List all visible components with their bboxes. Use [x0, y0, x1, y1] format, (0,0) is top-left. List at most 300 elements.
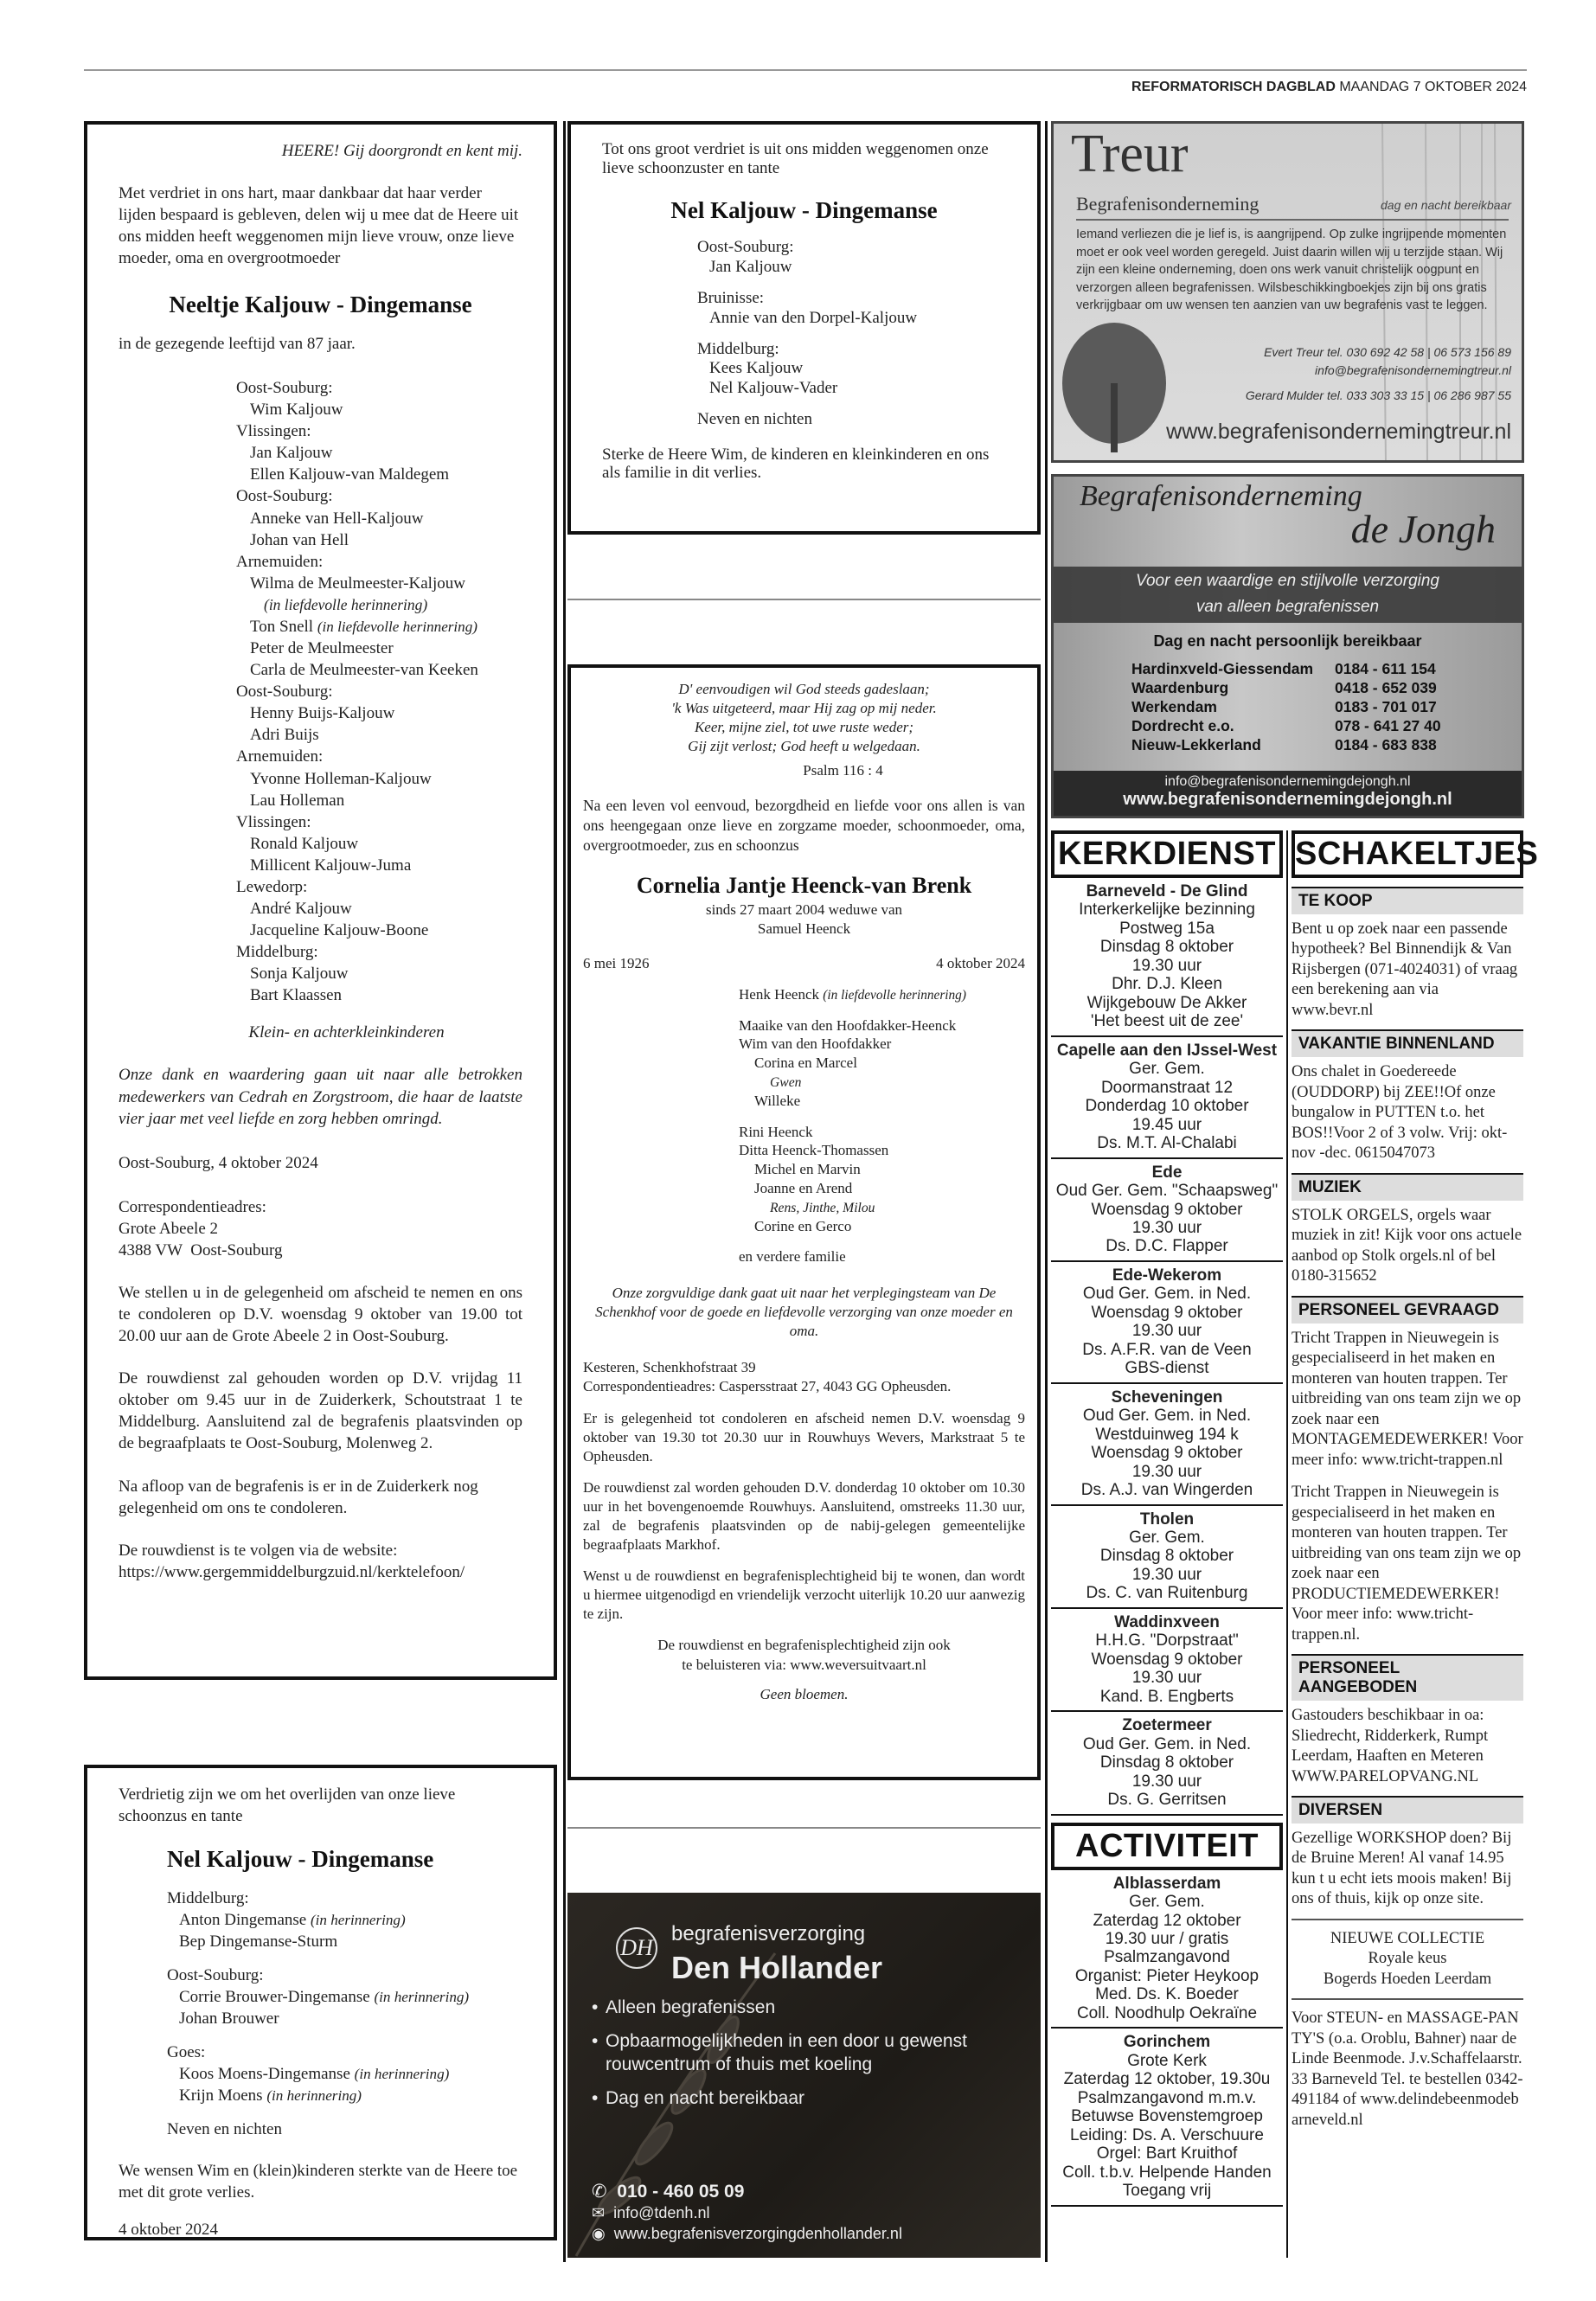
family-line [236, 594, 522, 616]
family-line [236, 855, 522, 876]
family-member: Jan Kaljouw [250, 444, 333, 463]
ad-treur [1051, 121, 1524, 463]
kerkdienst-entry [1051, 1262, 1283, 1384]
family-member: (in liefdevolle herinnering) [264, 595, 428, 613]
condole-text: Er is gelegenheid tot condoleren en afscheid nemen D.V. woensdag 9 oktober van 19.30 tot 20.30 uur in Rouwhuys Wevers, Markstraat 5 te Opheusden. [583, 1409, 1025, 1465]
entry-line: Ds. C. van Ruitenburg [1086, 1584, 1248, 1603]
family-line [697, 328, 1006, 340]
family-line [739, 1004, 1025, 1016]
family-line [236, 485, 522, 507]
family-member: Kees Kaljouw [709, 359, 804, 378]
family-line [236, 920, 522, 941]
family-member: Carla de Meulmeester-van Keeken [250, 661, 478, 680]
family-member: Oost-Souburg: [236, 487, 333, 506]
family-member: Lau Holleman [250, 791, 345, 810]
email[interactable]: info@begrafenisondernemingdejongh.nl [1164, 774, 1411, 789]
entry-line: Ger. Gem. [1129, 1060, 1205, 1079]
death-notice-neeltje [84, 121, 557, 1680]
schakeltjes-title: SCHAKELTJES [1292, 830, 1523, 878]
correspondence: Correspondentieadres: Caspersstraat 27, 4043 GG Opheusden. [583, 1378, 952, 1395]
deceased-name: Nel Kaljouw - Dingemanse [670, 196, 938, 223]
ad-den-hollander [567, 1893, 1041, 2258]
phone[interactable]: 0184 - 611 154 [1335, 660, 1436, 677]
service-text: Dag en nacht bereikbaar [606, 2087, 804, 2108]
location: Nieuw-Lekkerland [1131, 735, 1261, 753]
family-line [697, 238, 1006, 257]
entry-line: Oud Ger. Gem. in Ned. [1082, 1407, 1252, 1426]
family-member: Neven en nichten [697, 410, 812, 429]
family-line [167, 1965, 522, 1986]
family-line [236, 811, 522, 833]
service-item [592, 1997, 1007, 2020]
family-line [739, 1035, 1025, 1054]
family-list [602, 238, 1006, 429]
kerkdienst-list [1051, 878, 1283, 1816]
family-member: Wilma de Meulmeester-Kaljouw [250, 574, 465, 593]
correspondence [119, 1196, 522, 1261]
grandchildren: Klein- en achterkleinkinderen [248, 1023, 445, 1042]
kerkdienst-entry [1051, 1609, 1283, 1712]
family-member: Nel Kaljouw-Vader [709, 378, 838, 397]
ad-subtitle: Begrafenisonderneming [1076, 193, 1259, 215]
rule [1076, 219, 1509, 221]
entry-line: Oud Ger. Gem. in Ned. [1082, 1734, 1252, 1753]
top-rule [84, 69, 1527, 71]
place-date: Oost-Souburg, 4 oktober 2024 [119, 1153, 318, 1172]
category-header: DIVERSEN [1292, 1796, 1523, 1823]
services-list [592, 1997, 1007, 2121]
entry-line: Ds. D.C. Flapper [1106, 1237, 1228, 1256]
family-line [697, 379, 1006, 398]
entry-line: 19.30 uur [1131, 1462, 1202, 1481]
family-line [697, 410, 1006, 429]
family-member: Bep Dingemanse-Sturm [179, 1932, 338, 1951]
phone-table [1131, 660, 1477, 754]
family-member: Rens, Jinthe, Milou [770, 1200, 875, 1215]
hoeden-line: Bogerds Hoeden Leerdam [1323, 1970, 1492, 1988]
ad-body: Iemand verliezen die je lief is, is aangrijpend. Op zulke ingrijpende momenten moet er ook veel worden geregeld. Juist daarin willen wij u terzijde staan. Wij zijn een kleine onderneming, doen ons werk vanuit christelijk oogpunt en verzorgen alleen begrafenissen. Wilsbeschikkingboekjes zijn bij ons gratis verkrijgbaar om uw wensen ten aanzien van uw begrafenis vast te leggen. [1076, 228, 1507, 313]
entry-line: Leiding: Ds. A. Verschuure [1070, 2125, 1264, 2144]
family-member: en verdere familie [739, 1248, 846, 1266]
entry-line: Doormanstraat 12 [1100, 1078, 1234, 1097]
poem-line: Gij zijt verlost; God heeft u welgedaan. [688, 738, 920, 755]
ad-title: Treur [1071, 125, 1189, 183]
family-member: Jacqueline Kaljouw-Boone [250, 921, 429, 940]
death-notice-nel-schoonzuster [567, 121, 1041, 535]
classified-ad: Tricht Trappen in Nieuwegein is gespecialiseerd in het maken en monteren van houten trappen. Ter uitbreiding van ons team zijn we op zoek naar een PRODUCTIEMEDEWERKER! Voor meer info: www.tricht-trappen.nl. [1292, 1484, 1522, 1644]
family-line [236, 963, 522, 984]
entry-line: Ger. Gem. [1129, 1529, 1205, 1547]
died-date: 4 oktober 2024 [936, 954, 1025, 971]
entry-line: Ds. A.F.R. van de Veen [1082, 1340, 1252, 1359]
entry-line: 19.30 uur [1131, 1772, 1202, 1791]
death-notice-cornelia [567, 664, 1041, 1780]
category-header: PERSONEEL GEVRAAGD [1292, 1296, 1523, 1324]
family-list [119, 1888, 522, 2141]
dh-logo: DH [616, 1927, 657, 1969]
phone-row [1131, 679, 1477, 698]
kerkdienst-entry [1051, 1159, 1283, 1262]
family-line [167, 1888, 522, 1909]
availability: Dag en nacht persoonlijk bereikbaar [1153, 632, 1422, 650]
column-rule [1045, 121, 1048, 2262]
wish: Sterke de Heere Wim, de kinderen en kleinkinderen en ons als familie in dit verlies. [602, 445, 990, 483]
entry-line: Dinsdag 8 oktober [1099, 1547, 1234, 1566]
kerkdienst-entry [1051, 1506, 1283, 1609]
family-member: Maaike van den Hoofdakker-Heenck [739, 1016, 957, 1034]
family-member: Bart Klaassen [250, 986, 343, 1005]
service-text: Opbaarmogelijkheden in een door u gewenst rouwcentrum of thuis met koeling [606, 2030, 967, 2074]
entry-line: Woensdag 9 oktober [1091, 1303, 1243, 1322]
family-member: Michel en Marvin [754, 1161, 861, 1178]
entry-line: 19.30 uur [1131, 956, 1202, 975]
entry-line: Oud Ger. Gem. "Schaapsweg" [1055, 1182, 1279, 1201]
entry-line: 19.30 uur [1131, 1322, 1202, 1341]
entry-line: Dinsdag 8 oktober [1099, 1753, 1234, 1772]
poem-line: 'k Was uitgeteerd, maar Hij zag op mij neder. [671, 700, 937, 717]
family-line [167, 1952, 522, 1965]
entry-place: Zoetermeer [1122, 1716, 1212, 1735]
masthead: REFORMATORISCH DAGBLAD MAANDAG 7 OKTOBER 2024 [1131, 80, 1527, 94]
family-note: (in herinnering) [266, 2087, 362, 2105]
family-note: (in herinnering) [374, 1989, 470, 2006]
dates-row [583, 954, 1025, 973]
phone[interactable]: 010 - 460 05 09 [617, 2182, 745, 2202]
family-line [236, 984, 522, 1006]
family-member: Rini Heenck [739, 1123, 813, 1140]
phone-row [1131, 660, 1477, 679]
family-member: Middelburg: [236, 943, 318, 962]
entry-line: Organist: Pieter Heykoop [1074, 1966, 1259, 1985]
kerkdienst-entry [1051, 1384, 1283, 1506]
after-text: Na afloop van de begrafenis is er in de Zuiderkerk nog gelegenheid om ons te condoleren. [119, 1477, 478, 1517]
family-line [739, 1073, 1025, 1092]
kerkdienst-title: KERKDIENST [1051, 830, 1283, 878]
entry-line: Psalmzangavond m.m.v. [1077, 2088, 1257, 2107]
family-member: Oost-Souburg: [236, 379, 333, 398]
family-line [236, 573, 522, 594]
family-line [236, 681, 522, 702]
divider [1292, 1998, 1523, 2000]
website[interactable]: www.begrafenisondernemingdejongh.nl [1123, 790, 1452, 809]
family-member: Jan Kaljouw [709, 257, 792, 276]
family-member: Lewedorp: [236, 877, 308, 896]
corr-label: Correspondentieadres: [119, 1197, 266, 1216]
entry-line: Ds. M.T. Al-Chalabi [1097, 1134, 1237, 1153]
family-line [697, 398, 1006, 410]
kerkdienst-column [1051, 830, 1283, 2207]
family-member: Corrie Brouwer-Dingemanse [179, 1988, 375, 2007]
family-member: Millicent Kaljouw-Juma [250, 856, 412, 875]
entry-line: GBS-dienst [1125, 1359, 1209, 1378]
entry-line: Betuwse Bovenstemgroep [1071, 2107, 1263, 2126]
family-line [167, 2041, 522, 2063]
corr-street: Grote Abeele 2 [119, 1219, 219, 1238]
family-line [236, 616, 522, 638]
phone-row [1131, 717, 1477, 736]
tagline: dag en nacht bereikbaar [1381, 198, 1511, 212]
classified-ad: Ons chalet in Goedereede (OUDDORP) bij ZEE!!Of onze bungalow in PUTTEN t.o. het BOS!!Voor 2 of 3 volw. Vrij: okt-nov -dec. 0615047073 [1292, 1063, 1508, 1163]
family-member: Ton Snell [250, 617, 317, 636]
family-line [697, 309, 1006, 328]
family-line [236, 508, 522, 529]
entry-line: Kand. B. Engberts [1099, 1687, 1234, 1706]
bullet-icon: • [592, 2087, 599, 2108]
family-member: Arnemuiden: [236, 747, 324, 766]
phone[interactable]: 0184 - 683 838 [1335, 735, 1437, 753]
classified-ad: STOLK ORGELS, orgels waar muziek in zit! Kijk voor ons actuele aanbod op Stolk orgels.nl of bel 0180-315652 [1292, 1206, 1522, 1285]
phone-row [1131, 736, 1477, 755]
web-text: De rouwdienst is te volgen via de website: https://www.gergemmiddelburgzuid.nl/kerktelefoon/ [119, 1541, 465, 1581]
family-line [167, 2106, 522, 2118]
corr-city: 4388 VW Oost-Souburg [119, 1240, 283, 1259]
location: Dordrecht e.o. [1131, 716, 1234, 734]
entry-line: 19.45 uur [1131, 1115, 1202, 1134]
contact-info [592, 2180, 902, 2244]
family-line [167, 2085, 522, 2106]
family-member: Joanne en Arend [754, 1179, 853, 1196]
family-line [739, 1092, 1025, 1111]
deceased-name: Nel Kaljouw - Dingemanse [167, 1846, 434, 1873]
globe-icon: ◉ [592, 2224, 606, 2242]
address: Kesteren, Schenkhofstraat 39 [583, 1359, 756, 1376]
family-member: Arnemuiden: [236, 552, 324, 571]
ad-title-1: Begrafenisonderneming [1080, 480, 1362, 512]
entry-line: Donderdag 10 oktober [1085, 1097, 1249, 1116]
family-line [236, 551, 522, 573]
family-note: (in liefdevolle herinnering) [823, 987, 966, 1003]
entry-place: Waddinxveen [1114, 1612, 1220, 1631]
entry-line: Oud Ger. Gem. in Ned. [1082, 1285, 1252, 1304]
psalm: Psalm 116 : 4 [803, 762, 883, 779]
hoeden-ad [1292, 1929, 1523, 1990]
family-member: Annie van den Dorpel-Kaljouw [709, 308, 918, 327]
family-line [739, 1179, 1025, 1198]
entry-line: H.H.G. "Dorpstraat" [1095, 1631, 1239, 1650]
phone-row [1131, 698, 1477, 717]
entry-line: 'Het beest uit de zee' [1090, 1012, 1244, 1031]
family-member: Johan van Hell [250, 530, 349, 549]
entry-place: Gorinchem [1123, 2033, 1211, 2052]
entry-place: Capelle aan den IJssel-West [1056, 1041, 1278, 1060]
entry-line: Ds. A.J. van Wingerden [1080, 1481, 1253, 1500]
family-member: Adri Buijs [250, 726, 319, 745]
entry-line: Postweg 15a [1119, 919, 1215, 938]
family-line [739, 1198, 1025, 1217]
classified-ad: Gezellige WORKSHOP doen? Bij de Bruine Meren! Al vanaf 14.95 kun t u echt iets moois maken! Bij ons of thuis, kijk op onze site. [1292, 1829, 1512, 1908]
family-member: Vlissingen: [236, 812, 311, 831]
deceased-name: Cornelia Jantje Heenck-van Brenk [636, 872, 972, 898]
entry-place: Ede-Wekerom [1112, 1266, 1222, 1285]
schakeltjes-list [1292, 887, 1523, 1910]
poem-line: D' eenvoudigen wil God steeds gadeslaan; [678, 681, 930, 697]
intro: Tot ons groot verdriet is uit ons midden weggenomen onze lieve schoonzuster en tante [602, 140, 989, 177]
website[interactable]: www.begrafenisondernemingtreur.nl [1166, 420, 1511, 444]
entry-line: 19.30 uur / gratis [1105, 1929, 1229, 1948]
family-line [739, 1141, 1025, 1160]
email[interactable]: info@tdenh.nl [613, 2204, 710, 2222]
entry-line: Zaterdag 12 oktober, 19.30u [1063, 2070, 1271, 2089]
phone[interactable]: 0418 - 652 039 [1335, 678, 1437, 696]
location: Werkendam [1131, 697, 1217, 715]
family-line [236, 876, 522, 898]
entry-line: Orgel: Bart Kruithof [1096, 2144, 1238, 2163]
family-member: Yvonne Holleman-Kaljouw [250, 769, 432, 788]
condole-text: We stellen u in de gelegenheid om afscheid te nemen en ons te condoleren op D.V. woensdag 9 oktober van 19.00 tot 20.00 uur aan de Grote Abeele 2 in Oost-Souburg. [119, 1283, 522, 1346]
family-member: Willeke [754, 1092, 801, 1109]
family-member: Wim Kaljouw [250, 401, 343, 420]
family-member: Goes: [167, 2043, 206, 2062]
family-member: Neven en nichten [167, 2120, 282, 2139]
entry-place: Alblasserdam [1112, 1874, 1221, 1893]
family-member: Vlissingen: [236, 422, 311, 441]
family-line [739, 1217, 1025, 1236]
family-member: Gwen [770, 1074, 802, 1090]
category-header: MUZIEK [1292, 1173, 1523, 1201]
poem [583, 680, 1025, 756]
family-member: Sonja Kaljouw [250, 965, 349, 984]
age: in de gezegende leeftijd van 87 jaar. [119, 335, 356, 354]
family-line [236, 724, 522, 746]
family-line [236, 377, 522, 399]
family-line [236, 833, 522, 855]
family-line [236, 420, 522, 442]
born-date: 6 mei 1926 [583, 954, 650, 971]
contact-email[interactable]: info@begrafenisondernemingtreur.nl [1315, 363, 1511, 377]
family-member: Krijn Moens [179, 2086, 267, 2106]
hoeden-line: NIEUWE COLLECTIE [1330, 1929, 1485, 1947]
family-note: (in liefdevolle herinnering) [317, 618, 478, 635]
entry-line: Med. Ds. K. Boeder [1095, 1985, 1239, 2004]
family-line [697, 258, 1006, 277]
steun-ad: Voor STEUN- en MASSAGE-PANTY'S (o.a. Oroblu, Bahner) naar de Linde Beenmode. J.v.Schaffelaarstr. 33 Barneveld Tel. te bestellen 0342-491184 of www.delindebeenmodebarneveld.nl [1292, 2009, 1523, 2129]
family-line [167, 2063, 522, 2085]
deceased-name: Neeltje Kaljouw - Dingemanse [169, 292, 472, 318]
family-line [236, 702, 522, 724]
no-flowers: Geen bloemen. [760, 1685, 849, 1702]
family-member: Koos Moens-Dingemanse [179, 2065, 355, 2084]
entry-line: Toegang vrij [1122, 2182, 1212, 2201]
family-line [697, 289, 1006, 308]
mail-icon: ✉ [592, 2204, 606, 2222]
listen-text: De rouwdienst en begrafenisplechtigheid zijn ook [657, 1637, 951, 1654]
bullet-icon: • [592, 2030, 599, 2051]
family-line [236, 442, 522, 464]
entry-line: Ds. G. Gerritsen [1107, 1791, 1227, 1810]
category-header: TE KOOP [1292, 887, 1523, 914]
phone[interactable]: 078 - 641 27 40 [1335, 716, 1441, 734]
family-line [236, 768, 522, 790]
family-member: Ditta Heenck-Thomassen [739, 1142, 889, 1159]
category-header: PERSONEEL AANGEBODEN [1292, 1654, 1523, 1701]
entry-place: Ede [1151, 1163, 1183, 1182]
entry-line: Ger. Gem. [1129, 1893, 1205, 1912]
entry-line: 19.30 uur [1131, 1565, 1202, 1584]
family-line [167, 1909, 522, 1931]
separator [567, 1827, 1041, 1829]
divider [1292, 1919, 1523, 1920]
family-member: Anneke van Hell-Kaljouw [250, 509, 424, 528]
entry-line: Coll. Noodhulp Oekraïne [1076, 2003, 1258, 2022]
family-list [119, 377, 522, 1006]
kerkdienst-entry [1051, 878, 1283, 1037]
family-member: Anton Dingemanse [179, 1910, 311, 1929]
service-item [592, 2087, 1007, 2111]
service-text: De rouwdienst zal worden gehouden D.V. donderdag 10 oktober om 10.30 uur in het bovengenoemde Rouwhuys. Aansluitend, omstreeks 11.30 uur, zal de begrafenis plaatsvinden op de nabij-gelegen gemeentelijke begraafplaats Markhof. [583, 1478, 1025, 1554]
slogan-band [1054, 567, 1522, 623]
activiteit-title: ACTIVITEIT [1051, 1823, 1283, 1870]
family-line [167, 2029, 522, 2041]
entry-line: Grote Kerk [1127, 2051, 1207, 2070]
family-line [236, 746, 522, 767]
family-note: (in herinnering) [354, 2066, 450, 2083]
family-member: Peter de Meulmeester [250, 639, 394, 658]
slogan-2: van alleen begrafenissen [1195, 598, 1380, 617]
wish: We wensen Wim en (klein)kinderen sterkte van de Heere toe met dit grote verlies. [119, 2161, 518, 2202]
family-line [167, 2118, 522, 2140]
family-line [739, 985, 1025, 1004]
schakeltjes-column [1292, 830, 1539, 2131]
family-list [583, 985, 1025, 1266]
intro: Verdrietig zijn we om het overlijden van onze lieve schoonzus en tante [119, 1785, 456, 1826]
family-line [167, 1986, 522, 2008]
service-text: De rouwdienst zal gehouden worden op D.V. vrijdag 11 oktober om 9.45 uur in de Zuiderkerk, Schoutstraat 1 te Middelburg. Aansluitend zal de begrafenis plaatsvinden op de begraafplaats te Oost-Souburg, Molenweg 2. [119, 1369, 522, 1453]
listen-link[interactable]: te beluisteren via: www.weversuitvaart.nl [682, 1656, 926, 1673]
thanks: Onze dank en waardering gaan uit naar alle betrokken medewerkers van Cedrah en Zorgstroom, die haar de laatste vier jaar met veel liefde en zorg hebben omringd. [119, 1066, 522, 1128]
kerkdienst-entry [1051, 1712, 1283, 1815]
family-member: Oost-Souburg: [236, 683, 333, 702]
family-line [167, 2008, 522, 2029]
column-rule [563, 121, 566, 2262]
family-note: (in herinnering) [310, 1911, 406, 1928]
service-text: Alleen begrafenissen [606, 1997, 776, 2017]
family-line [236, 941, 522, 963]
classified-ad: Tricht Trappen in Nieuwegein is gespecialiseerd in het maken en monteren van houten trappen. Ter uitbreiding van ons team zijn we op zoek naar een MONTAGEMEDEWERKER! Voor meer info: www.tricht-trappen.nl [1292, 1329, 1523, 1469]
family-line [739, 1016, 1025, 1035]
contact-evert: Evert Treur tel. 030 692 42 58 | 06 573 156 89 [1264, 345, 1511, 359]
classified-ad: Bent u op zoek naar een passende hypotheek? Bel Binnendijk & Van Rijsbergen (071-4024031) of vraag een berekening aan via www.bevr.nl [1292, 920, 1518, 1019]
family-line [739, 1054, 1025, 1073]
intro: Na een leven vol eenvoud, bezorgdheid en liefde voor ons allen is van ons heengegaan onze lieve en zorgzame moeder, schoonmoeder, oma, overgrootmoeder, zus en schoonzus [583, 797, 1025, 854]
bullet-icon: • [592, 1997, 599, 2017]
entry-line: Interkerkelijke bezinning [1079, 901, 1255, 920]
entry-line: Westduinweg 194 k [1095, 1425, 1239, 1444]
kerkdienst-entry [1051, 1037, 1283, 1159]
phone[interactable]: 0183 - 701 017 [1335, 697, 1437, 715]
family-line [739, 1235, 1025, 1247]
family-member: Middelburg: [167, 1888, 249, 1907]
classified-ad: Gastouders beschikbaar in oa: Sliedrecht, Ridderkerk, Rumpt Leerdam, Haaften en Meteren WWW.PARELOPVANG.NL [1292, 1707, 1489, 1785]
entry-place: Tholen [1139, 1509, 1195, 1529]
activiteit-list [1051, 1870, 1283, 2207]
family-line [236, 399, 522, 420]
entry-line: Zaterdag 12 oktober [1093, 1911, 1241, 1930]
family-line [739, 1247, 1025, 1266]
service-item [592, 2030, 1007, 2077]
poem-line: Keer, mijne ziel, tot uwe ruste weder; [694, 719, 914, 736]
activiteit-entry [1051, 2029, 1283, 2206]
category-header: VAKANTIE BINNENLAND [1292, 1029, 1523, 1057]
family-line [236, 464, 522, 485]
family-member: Henny Buijs-Kaljouw [250, 704, 395, 723]
column-rule [1286, 830, 1288, 2258]
website[interactable]: www.begrafenisverzorgingdenhollander.nl [613, 2224, 902, 2242]
contact-gerard: Gerard Mulder tel. 033 303 33 15 | 06 286 987 55 [1245, 388, 1511, 402]
family-line [697, 340, 1006, 359]
ad-de-jongh [1051, 474, 1524, 818]
entry-line: Dinsdag 8 oktober [1099, 938, 1234, 957]
ad-title-2: de Jongh [1350, 507, 1496, 551]
